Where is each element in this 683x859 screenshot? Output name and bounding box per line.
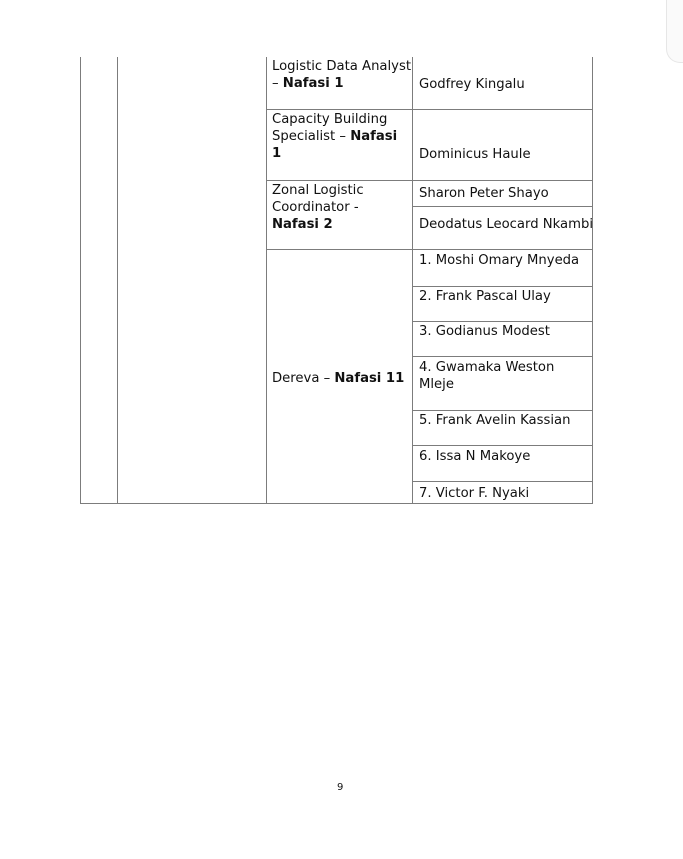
role-text: Dereva – bbox=[272, 371, 335, 386]
row-divider bbox=[412, 356, 593, 357]
row-divider bbox=[412, 410, 593, 411]
role-cell bbox=[272, 58, 411, 92]
role-text bbox=[272, 216, 364, 233]
name-cell: 1. Moshi Omary Mnyeda bbox=[419, 253, 580, 268]
name-cell: 3. Godianus Modest bbox=[419, 324, 550, 339]
role-text: – bbox=[272, 76, 283, 91]
name-text: Mleje bbox=[419, 377, 454, 392]
table-column-divider bbox=[117, 57, 118, 504]
row-divider bbox=[412, 321, 593, 322]
name-cell bbox=[419, 359, 554, 393]
table-border-left bbox=[80, 57, 81, 504]
name-cell: Dominicus Haule bbox=[419, 147, 531, 162]
role-cell bbox=[272, 370, 404, 387]
role-count: 1 bbox=[272, 146, 282, 161]
name-text: 4. Gwamaka Weston bbox=[419, 360, 555, 375]
role-text: Specialist – bbox=[272, 129, 351, 144]
role-text: Zonal Logistic bbox=[272, 183, 364, 198]
role-text: Capacity Building bbox=[272, 112, 388, 127]
table-column-divider bbox=[412, 57, 413, 504]
row-divider bbox=[266, 180, 593, 181]
name-cell: Deodatus Leocard Nkambi bbox=[419, 217, 593, 232]
table-border-right bbox=[592, 57, 593, 504]
role-count: Nafasi bbox=[350, 129, 398, 144]
row-divider bbox=[412, 206, 593, 207]
role-cell bbox=[272, 111, 397, 162]
row-divider bbox=[266, 109, 593, 110]
row-divider bbox=[266, 249, 593, 250]
role-text bbox=[272, 128, 397, 145]
role-cell bbox=[272, 182, 364, 233]
role-count: Nafasi 11 bbox=[334, 371, 405, 386]
table-column-divider bbox=[266, 57, 267, 504]
row-divider bbox=[412, 286, 593, 287]
role-text: Logistic Data Analyst bbox=[272, 59, 412, 74]
name-cell: 7. Victor F. Nyaki bbox=[419, 486, 530, 501]
name-cell: 6. Issa N Makoye bbox=[419, 449, 531, 464]
role-text: Coordinator - bbox=[272, 200, 359, 215]
role-text bbox=[272, 145, 397, 162]
name-cell: Sharon Peter Shayo bbox=[419, 186, 549, 201]
table-border-bottom bbox=[80, 503, 593, 504]
row-divider bbox=[412, 445, 593, 446]
name-cell: Godfrey Kingalu bbox=[419, 77, 525, 92]
name-cell: 2. Frank Pascal Ulay bbox=[419, 289, 551, 304]
name-cell: 5. Frank Avelin Kassian bbox=[419, 413, 571, 428]
role-text bbox=[272, 75, 411, 92]
role-count: Nafasi 1 bbox=[282, 76, 344, 91]
row-divider bbox=[412, 481, 593, 482]
page-number: 9 bbox=[337, 782, 344, 793]
role-count: Nafasi 2 bbox=[272, 217, 333, 232]
